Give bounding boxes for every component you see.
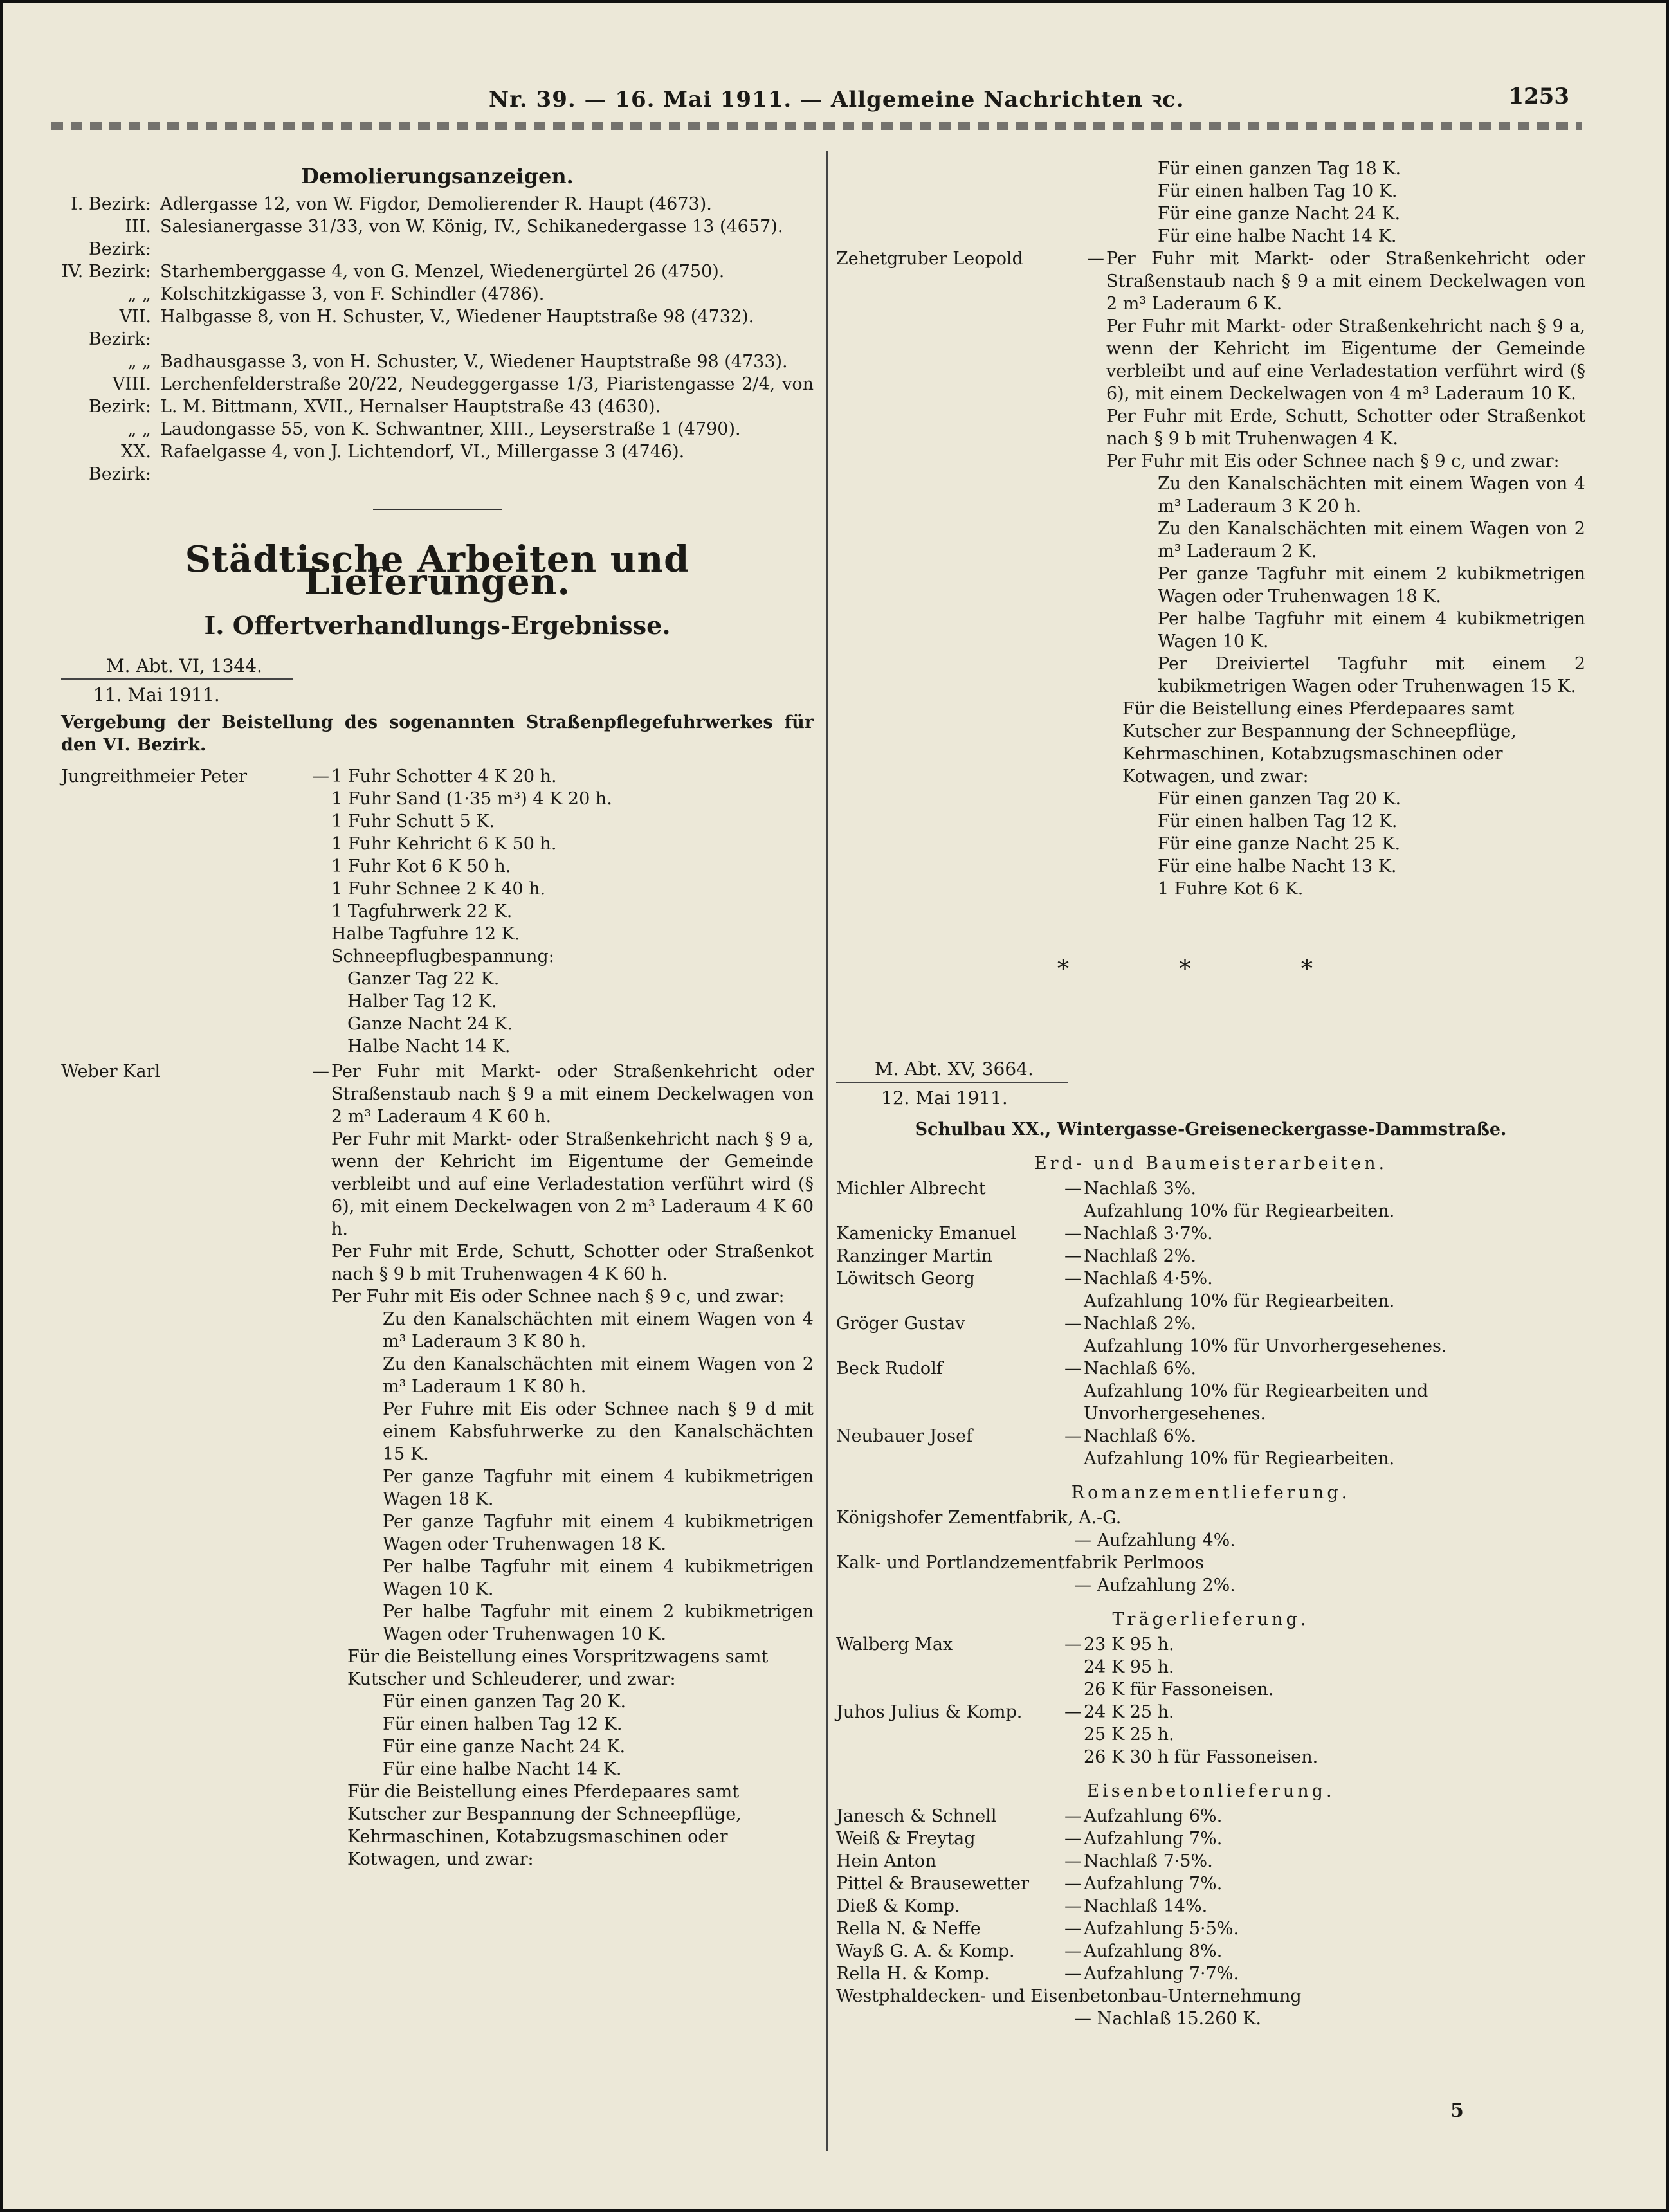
bidder-row: Jungreithmeier Peter — 1 Fuhr Schotter 4 K 20 h. 1 Fuhr Sand (1·35 m³) 4 K 20 h. 1 Fuhr Schutt 5 K. 1 Fuhr Kehricht 6 K 50 h. 1 Fuhr Kot 6 K 50 h. 1 Fuhr Schnee 2 K 40 h. 1 Tagfuhrwerk 22 K. Halbe Tagfuhre 12 K. Schneepflugbespannung: <box>61 765 814 968</box>
demolition-text: Starhemberggasse 4, von G. Menzel, Wiedenergürtel 26 (4750). <box>160 262 725 282</box>
result-row <box>836 1678 1585 1701</box>
bid-sub-line: Für einen ganzen Tag 20 K. <box>383 1692 626 1712</box>
bidder-name: Königshofer Zementfabrik, A.-G. <box>836 1508 1122 1528</box>
dash <box>1064 1335 1084 1357</box>
header-title: Nr. 39. — 16. Mai 1911. — Allgemeine Nachrichten ꝛc. <box>489 87 1185 113</box>
section-stars: * * * <box>1057 956 1364 983</box>
horse-sub-list <box>836 158 1585 248</box>
demolition-text: Rafaelgasse 4, von J. Lichtendorf, VI., Millergasse 3 (4746). <box>160 442 685 462</box>
page-number: 1253 <box>1508 84 1569 109</box>
bidder-name: Weber Karl <box>61 1062 161 1082</box>
bidder-name <box>836 1656 1064 1678</box>
bid-sub-line: Per halbe Tagfuhr mit einem 4 kubikmetrigen Wagen 10 K. <box>1158 609 1585 651</box>
bid-sub-line: Für eine halbe Nacht 14 K. <box>1158 226 1397 246</box>
bid-value: Nachlaß 4·5%. <box>1084 1269 1213 1289</box>
award-heading: Vergebung der Beistellung des sogenannten Straßenpflegefuhrwerkes für den VI. Bezirk. <box>61 712 814 755</box>
bid-sub-line: Für eine halbe Nacht 13 K. <box>1158 857 1397 876</box>
cement-list <box>836 1507 1585 1597</box>
bid-sub-line: Für eine ganze Nacht 24 K. <box>1158 204 1401 224</box>
result-row <box>836 1177 1585 1200</box>
bidder-name: Kalk- und Portlandzementfabrik Perlmoos <box>836 1553 1204 1573</box>
bid-line: 1 Fuhr Schnee 2 K 40 h. <box>331 879 546 899</box>
district-label: „ „ <box>127 284 151 304</box>
bid-value: Nachlaß 6%. <box>1084 1426 1196 1446</box>
bid-sub-line: Per halbe Tagfuhr mit einem 2 kubikmetrigen Wagen oder Truhenwagen 10 K. <box>383 1602 814 1644</box>
bidder-name: Michler Albrecht <box>836 1179 986 1199</box>
horse-para: Für die Beistellung eines Pferdepaares samt Kutscher zur Bespannung der Schneepflüge, Kehrmaschinen, Kotabzugsmaschinen oder Kotwagen, und zwar: <box>347 1782 742 1869</box>
bid-paragraphs <box>1106 248 1585 473</box>
result-row <box>836 1447 1585 1470</box>
bidder-name <box>836 1678 1064 1701</box>
bid-value: 25 K 25 h. <box>1084 1725 1174 1745</box>
result-row <box>836 1335 1585 1357</box>
bid-value: Nachlaß 14%. <box>1084 1896 1208 1916</box>
demolition-title: Demolierungsanzeigen. <box>301 164 574 188</box>
bid-value: 24 K 25 h. <box>1084 1702 1174 1722</box>
dash <box>1064 1656 1084 1678</box>
result-row <box>836 1656 1585 1678</box>
bidder-name <box>836 1335 1064 1357</box>
bidder-name <box>836 1723 1064 1746</box>
district-label: „ „ <box>127 352 151 372</box>
bid-value: Nachlaß 6%. <box>1084 1359 1196 1379</box>
bid-value: Aufzahlung 10% für Regiearbeiten. <box>1084 1291 1395 1311</box>
bid-value: Nachlaß 3·7%. <box>1084 1224 1213 1244</box>
bidder-name: Janesch & Schnell <box>836 1806 997 1826</box>
bid-paragraph: Per Fuhr mit Markt- oder Straßenkehricht oder Straßenstaub nach § 9 a mit einem Deckelwagen von 2 m³ Laderaum 4 K 60 h. <box>331 1062 814 1127</box>
works-subtitle: I. Offertverhandlungs-Ergebnisse. <box>204 611 671 640</box>
demolition-item <box>61 193 814 215</box>
bidder-name: Wayß G. A. & Komp. <box>836 1941 1015 1961</box>
bidder-row: Weber Karl — Per Fuhr mit Markt- oder Straßenkehricht oder Straßenstaub nach § 9 a mit einem Deckelwagen von 2 m³ Laderaum 4 K 60 h. Per Fuhr mit Markt- oder Straßenkehricht nach § 9 a, wenn der Kehricht im Eigentume der Gemeinde verbleibt und auf eine Verladestation verführt wird (§ 6), mit einem Deckelwagen von 2 m³ Laderaum 4 K 60 h. Per Fuhr mit Erde, Schutt, Schotter oder Straßenkot nach § 9 b mit Truhenwagen 4 K 60 h. Per Fuhr mit Eis oder Schnee nach § 9 c, und zwar: <box>61 1062 814 1307</box>
bid-paragraph: Per Fuhr mit Eis oder Schnee nach § 9 c, und zwar: <box>331 1287 785 1307</box>
bidder-name: Westphaldecken- und Eisenbetonbau-Unternehmung <box>836 1986 1302 2006</box>
bid-sub-line: Für einen halben Tag 12 K. <box>383 1714 623 1734</box>
reference-date: 12. Mai 1911. <box>881 1087 1008 1109</box>
bidder-row: Zehetgruber Leopold — Per Fuhr mit Markt- oder Straßenkehricht oder Straßenstaub nach § 9 a mit einem Deckelwagen von 2 m³ Laderaum 6 K. Per Fuhr mit Markt- oder Straßenkehricht nach § 9 a, wenn der Kehricht im Eigentume der Gemeinde verbleibt und auf eine Verladestation verführt wird (§ 6), mit einem Deckelwagen von 4 m³ Laderaum 10 K. Per Fuhr mit Erde, Schutt, Schotter oder Straßenkot nach § 9 b mit Truhenwagen 4 K. Per Fuhr mit Eis oder Schnee nach § 9 c, und zwar: <box>836 249 1585 471</box>
bid-sub-line: 1 Fuhre Kot 6 K. <box>1158 879 1304 899</box>
bidder-name: Rella H. & Komp. <box>836 1964 990 1984</box>
result-row <box>836 1872 1585 1895</box>
column-divider <box>826 151 828 2151</box>
page-header <box>45 77 1569 116</box>
bid-value: Aufzahlung 7·7%. <box>1084 1964 1239 1984</box>
demolition-item <box>61 305 814 350</box>
dash: — <box>1064 1635 1082 1654</box>
bidder-name <box>836 1290 1064 1312</box>
concrete-list <box>836 1805 1585 1985</box>
dash <box>1064 1723 1084 1746</box>
bid-value: Aufzahlung 5·5%. <box>1084 1919 1239 1939</box>
result-row <box>836 1701 1585 1723</box>
bid-sub-line: Ganzer Tag 22 K. <box>347 969 500 989</box>
bid-line: Halbe Tagfuhre 12 K. <box>331 924 520 944</box>
bid-value: Aufzahlung 7%. <box>1084 1874 1223 1894</box>
bid-value: Aufzahlung 10% für Regiearbeiten und Unvorhergesehenes. <box>1084 1381 1428 1424</box>
bid-paragraph: Per Fuhr mit Eis oder Schnee nach § 9 c, und zwar: <box>1106 451 1560 471</box>
bid-value: — Aufzahlung 4%. <box>1074 1530 1236 1550</box>
plow-sub-list <box>61 968 814 1058</box>
dash: — <box>1064 1246 1082 1266</box>
dash <box>1064 1290 1084 1312</box>
demolition-text: Badhausgasse 3, von H. Schuster, V., Wiedener Hauptstraße 98 (4733). <box>160 352 788 372</box>
bid-sub-line: Per ganze Tagfuhr mit einem 4 kubikmetrigen Wagen oder Truhenwagen 18 K. <box>383 1512 814 1554</box>
bid-value: Nachlaß 2%. <box>1084 1314 1196 1334</box>
bidder-name: Weiß & Freytag <box>836 1829 976 1849</box>
bidder-name: Walberg Max <box>836 1635 953 1654</box>
result-row <box>836 1633 1585 1656</box>
bid-value: Aufzahlung 7%. <box>1084 1829 1223 1849</box>
result-row <box>836 1245 1585 1267</box>
result-row <box>836 1895 1585 1917</box>
bid-sub-line: Für eine halbe Nacht 14 K. <box>383 1759 622 1779</box>
result-row <box>836 1312 1585 1335</box>
bid-value: Nachlaß 7·5%. <box>1084 1851 1213 1871</box>
category-heading: Romanzementlieferung. <box>1071 1483 1351 1503</box>
dash: — <box>1064 1851 1082 1871</box>
dash: — <box>1064 1941 1082 1961</box>
bid-paragraph: Per Fuhr mit Markt- oder Straßenkehricht oder Straßenstaub nach § 9 a mit einem Deckelwagen von 2 m³ Laderaum 6 K. <box>1106 249 1585 314</box>
demolition-item <box>61 260 814 283</box>
demolition-item <box>61 418 814 440</box>
demolition-item <box>61 283 814 305</box>
bid-sub-line: Für eine ganze Nacht 24 K. <box>383 1737 626 1757</box>
dash: — <box>1064 1269 1082 1289</box>
earthworks-list <box>836 1177 1585 1470</box>
bid-paragraph: Per Fuhr mit Markt- oder Straßenkehricht nach § 9 a, wenn der Kehricht im Eigentume der Gemeinde verbleibt und auf eine Verladestation verführt wird (§ 6), mit einem Deckelwagen von 4 m³ Laderaum 10 K. <box>1106 316 1585 404</box>
bid-value: Aufzahlung 8%. <box>1084 1941 1223 1961</box>
bid-line: 1 Fuhr Schutt 5 K. <box>331 811 495 831</box>
bid-value: Aufzahlung 6%. <box>1084 1806 1223 1826</box>
bidder-name: Ranzinger Martin <box>836 1246 992 1266</box>
bid-value: — Aufzahlung 2%. <box>1074 1575 1236 1595</box>
bid-line: 1 Tagfuhrwerk 22 K. <box>331 902 513 921</box>
bid-sub-line: Per ganze Tagfuhr mit einem 2 kubikmetrigen Wagen oder Truhenwagen 18 K. <box>1158 564 1585 606</box>
bid-sub-line: Für eine ganze Nacht 25 K. <box>1158 834 1401 854</box>
project-heading: Schulbau XX., Wintergasse-Greiseneckergasse-Dammstraße. <box>915 1120 1507 1139</box>
dash: — <box>1064 1426 1082 1446</box>
result-row <box>836 1940 1585 1963</box>
sprinkler-sub-list <box>61 1691 814 1781</box>
works-title: Städtische Arbeiten und Lieferungen. <box>185 538 690 603</box>
district-label: XX. Bezirk: <box>88 442 151 484</box>
bidder-name <box>836 1200 1064 1222</box>
dash: — <box>1064 1359 1082 1379</box>
result-row <box>836 1290 1585 1312</box>
demolition-item <box>61 350 814 373</box>
bid-line: Schneepflugbespannung: <box>331 947 554 966</box>
bid-lines <box>331 765 814 968</box>
district-label: IV. Bezirk: <box>61 262 151 282</box>
bid-line: 1 Fuhr Sand (1·35 m³) 4 K 20 h. <box>331 789 612 809</box>
demolition-text: Adlergasse 12, von W. Figdor, Demolierender R. Haupt (4673). <box>160 194 712 214</box>
reference-rule <box>836 1082 1068 1083</box>
bid-sub-line: Per ganze Tagfuhr mit einem 4 kubikmetrigen Wagen 18 K. <box>383 1467 814 1509</box>
dash: — <box>1064 1179 1082 1199</box>
dash: — <box>1064 1964 1082 1984</box>
snow-sub-list <box>836 473 1585 698</box>
left-column <box>61 158 814 1871</box>
bid-line: 1 Fuhr Kot 6 K 50 h. <box>331 857 511 876</box>
bidder-name: Pittel & Brausewetter <box>836 1874 1030 1894</box>
bid-paragraph: Per Fuhr mit Markt- oder Straßenkehricht nach § 9 a, wenn der Kehricht im Eigentume der Gemeinde verbleibt und auf eine Verladestation verführt wird (§ 6), mit einem Deckelwagen von 2 m³ Laderaum 4 K 60 h. <box>331 1129 814 1239</box>
bidder-name: Zehetgruber Leopold <box>836 249 1023 269</box>
result-row <box>836 1425 1585 1447</box>
bid-sub-line: Zu den Kanalschächten mit einem Wagen von 4 m³ Laderaum 3 K 20 h. <box>1158 474 1585 516</box>
bidder-name <box>836 1380 1064 1425</box>
result-row <box>836 1827 1585 1850</box>
bid-value: 23 K 95 h. <box>1084 1635 1174 1654</box>
dash: — <box>1064 1806 1082 1826</box>
result-row <box>836 1805 1585 1827</box>
category-heading: Trägerlieferung. <box>1112 1609 1309 1629</box>
bid-sub-line: Zu den Kanalschächten mit einem Wagen von 2 m³ Laderaum 1 K 80 h. <box>383 1354 814 1397</box>
result-row <box>836 1723 1585 1746</box>
bid-line: 1 Fuhr Kehricht 6 K 50 h. <box>331 834 557 854</box>
snow-sub-list <box>61 1308 814 1645</box>
bidder-name: Hein Anton <box>836 1851 936 1871</box>
bidder-name <box>836 1447 1064 1470</box>
signature-number: 5 <box>1450 2099 1464 2122</box>
district-label: VIII. Bezirk: <box>88 374 151 417</box>
horse-sub-list <box>836 788 1585 900</box>
bid-value: Aufzahlung 10% für Regiearbeiten. <box>1084 1201 1395 1221</box>
bid-sub-line: Für einen halben Tag 12 K. <box>1158 811 1398 831</box>
demolition-text: Kolschitzkigasse 3, von F. Schindler (4786). <box>160 284 545 304</box>
bid-value: 24 K 95 h. <box>1084 1657 1174 1677</box>
bid-sub-line: Zu den Kanalschächten mit einem Wagen von 2 m³ Laderaum 2 K. <box>1158 519 1585 561</box>
bid-value: Nachlaß 2%. <box>1084 1246 1196 1266</box>
demolition-list <box>61 193 814 485</box>
district-label: VII. Bezirk: <box>88 307 151 349</box>
reference-number: M. Abt. VI, 1344. <box>106 655 262 676</box>
bidder-name: Rella N. & Neffe <box>836 1919 981 1939</box>
bid-value: 26 K für Fassoneisen. <box>1084 1680 1274 1700</box>
bidder-name <box>836 1746 1064 1768</box>
bid-sub-line: Per Dreiviertel Tagfuhr mit einem 2 kubikmetrigen Wagen oder Truhenwagen 15 K. <box>1158 654 1585 696</box>
demolition-item <box>61 215 814 260</box>
result-row <box>836 1917 1585 1940</box>
bid-paragraphs <box>331 1060 814 1308</box>
result-row <box>836 1222 1585 1245</box>
bid-sub-line: Für einen halben Tag 10 K. <box>1158 181 1398 201</box>
result-row <box>836 1357 1585 1380</box>
dash <box>1064 1746 1084 1768</box>
district-label: „ „ <box>127 419 151 439</box>
bid-sub-line: Per Fuhre mit Eis oder Schnee nach § 9 d mit einem Kabsfuhrwerke zu den Kanalschächten 15 K. <box>383 1399 814 1464</box>
bid-paragraph: Per Fuhr mit Erde, Schutt, Schotter oder Straßenkot nach § 9 b mit Truhenwagen 4 K. <box>1106 406 1585 449</box>
bid-sub-line: Für einen ganzen Tag 20 K. <box>1158 789 1401 809</box>
demolition-item <box>61 373 814 418</box>
reference-rule <box>61 678 293 680</box>
result-row <box>836 1380 1585 1425</box>
bidder-name: Neubauer Josef <box>836 1426 973 1446</box>
dash: — <box>1064 1224 1082 1244</box>
bid-sub-line: Zu den Kanalschächten mit einem Wagen von 4 m³ Laderaum 3 K 80 h. <box>383 1309 814 1352</box>
bid-sub-line: Für einen ganzen Tag 18 K. <box>1158 159 1401 179</box>
bid-sub-line: Halber Tag 12 K. <box>347 992 497 1011</box>
demolition-text: Halbgasse 8, von H. Schuster, V., Wiedener Hauptstraße 98 (4732). <box>160 307 754 327</box>
bidder-name: Gröger Gustav <box>836 1314 965 1334</box>
dash <box>1064 1380 1084 1425</box>
girder-list <box>836 1633 1585 1768</box>
dash: — <box>1064 1702 1082 1722</box>
demolition-item <box>61 440 814 485</box>
result-row <box>836 1200 1585 1222</box>
result-row <box>836 1746 1585 1768</box>
sprinkler-para: Für die Beistellung eines Vorspritzwagens samt Kutscher und Schleuderer, und zwar: <box>347 1647 769 1689</box>
dash <box>1064 1447 1084 1470</box>
dash: — <box>1064 1829 1082 1849</box>
bidder-name: Juhos Julius & Komp. <box>836 1702 1023 1722</box>
result-row <box>836 1963 1585 1985</box>
category-heading: Eisenbetonlieferung. <box>1086 1781 1335 1801</box>
reference-number: M. Abt. XV, 3664. <box>875 1058 1034 1080</box>
district-label: I. Bezirk: <box>71 194 151 214</box>
header-rule <box>51 122 1582 130</box>
bid-line: 1 Fuhr Schotter 4 K 20 h. <box>331 766 557 786</box>
bidder-name: Dieß & Komp. <box>836 1896 960 1916</box>
result-row <box>836 1850 1585 1872</box>
district-label: III. Bezirk: <box>88 217 151 259</box>
dash <box>1064 1678 1084 1701</box>
reference-date: 11. Mai 1911. <box>93 684 220 705</box>
right-column <box>836 158 1585 2030</box>
result-row <box>836 1267 1585 1290</box>
dash: — <box>1064 1896 1082 1916</box>
section-rule <box>373 509 502 510</box>
demolition-text: Salesianergasse 31/33, von W. König, IV., Schikanedergasse 13 (4657). <box>160 217 783 237</box>
bidder-name: Kamenicky Emanuel <box>836 1224 1016 1244</box>
bidder-name: Jungreithmeier Peter <box>61 766 247 786</box>
bid-paragraph: Per Fuhr mit Erde, Schutt, Schotter oder Straßenkot nach § 9 b mit Truhenwagen 4 K 60 h. <box>331 1242 814 1284</box>
bid-value: Nachlaß 3%. <box>1084 1179 1196 1199</box>
dash: — <box>1064 1314 1082 1334</box>
bid-value: Aufzahlung 10% für Regiearbeiten. <box>1084 1449 1395 1469</box>
bid-sub-line: Halbe Nacht 14 K. <box>347 1037 511 1056</box>
category-heading: Erd- und Baumeisterarbeiten. <box>1034 1154 1388 1174</box>
dash: — <box>1064 1919 1082 1939</box>
bid-value: — Nachlaß 15.260 K. <box>1074 2009 1261 2029</box>
bidder-name: Beck Rudolf <box>836 1359 943 1379</box>
dash: — <box>1064 1874 1082 1894</box>
bidder-name: Löwitsch Georg <box>836 1269 975 1289</box>
horse-para: Für die Beistellung eines Pferdepaares samt Kutscher zur Bespannung der Schneepflüge, Kehrmaschinen, Kotabzugsmaschinen oder Kotwagen, und zwar: <box>1122 699 1517 786</box>
demolition-text: Laudongasse 55, von K. Schwantner, XIII., Leyserstraße 1 (4790). <box>160 419 741 439</box>
bid-value: 26 K 30 h für Fassoneisen. <box>1084 1747 1318 1767</box>
bid-value: Aufzahlung 10% für Unvorhergesehenes. <box>1084 1336 1447 1356</box>
demolition-text: Lerchenfelderstraße 20/22, Neudeggergasse 1/3, Piaristengasse 2/4, von L. M. Bittmann, XVII., Hernalser Hauptstraße 43 (4630). <box>160 374 814 417</box>
dash <box>1064 1200 1084 1222</box>
bid-sub-line: Ganze Nacht 24 K. <box>347 1014 513 1034</box>
bid-sub-line: Per halbe Tagfuhr mit einem 4 kubikmetrigen Wagen 10 K. <box>383 1557 814 1599</box>
